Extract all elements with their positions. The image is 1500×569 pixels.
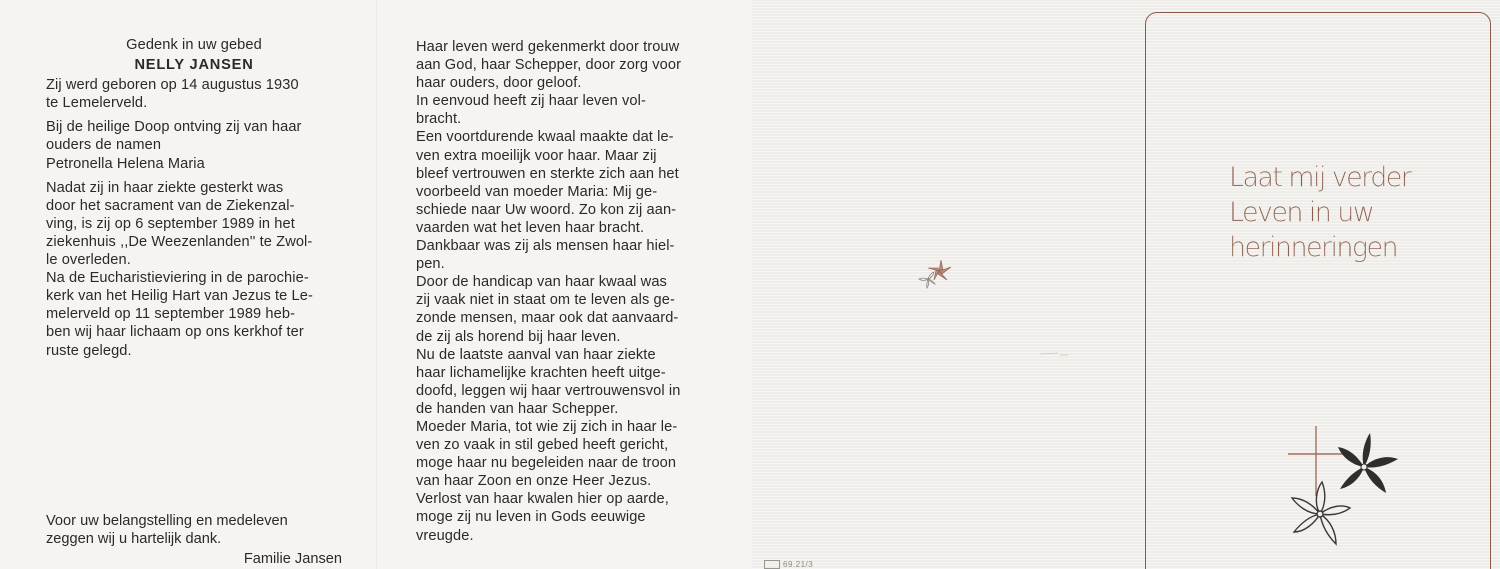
text-line: aan God, haar Schepper, door zorg voor — [416, 57, 682, 74]
text-line: de handen van haar Schepper. — [416, 400, 619, 417]
text-line: voorbeeld van moeder Maria: Mij ge- — [416, 183, 658, 200]
text-line: Nu de laatste aanval van haar ziekte — [416, 346, 656, 363]
flower-icon — [1338, 433, 1398, 493]
text-line: de zij als horend bij haar leven. — [416, 328, 621, 345]
left-column — [46, 36, 342, 360]
death-line: Nadat zij in haar ziekte gesterkt was — [46, 179, 284, 196]
burial-line: melerveld op 11 september 1989 heb- — [46, 306, 296, 323]
birth-line-2: te Lemelerveld. — [46, 95, 148, 112]
fold-line — [376, 0, 377, 569]
death-line: ving, is zij op 6 september 1989 in het — [46, 215, 295, 232]
text-line: ven zo vaak in stil gebed heeft gericht, — [416, 437, 669, 454]
thanks-line: zeggen wij u hartelijk dank. — [46, 531, 222, 548]
text-line: Dankbaar was zij als mensen haar hiel- — [416, 238, 675, 255]
motto-line: Leven in uw — [1229, 197, 1374, 228]
text-line: Door de handicap van haar kwaal was — [416, 274, 667, 291]
text-line: haar ouders, door geloof. — [416, 75, 582, 92]
text-line: doofd, leggen wij haar vertrouwensvol in — [416, 382, 681, 399]
cross-and-flower-icon — [1286, 422, 1404, 562]
text-line: zonde mensen, maar ook dat aanvaard- — [416, 310, 679, 327]
baptism-line-1: Bij de heilige Doop ontving zij van haar — [46, 119, 302, 136]
printer-mark — [764, 560, 780, 569]
flower-icon — [914, 256, 962, 294]
text-line: moge zij nu leven in Gods eeuwige — [416, 509, 646, 526]
burial-line: Na de Eucharistieviering in de parochie- — [46, 270, 309, 287]
printer-code — [764, 560, 813, 569]
text-line: schiede naar Uw woord. Zo kon zij aan- — [416, 201, 677, 218]
deceased-name: NELLY JANSEN — [134, 57, 254, 74]
prayer-header: Gedenk in uw gebed — [126, 37, 262, 53]
burial-line: ruste gelegd. — [46, 342, 132, 359]
text-line: Een voortdurende kwaal maakte dat le- — [416, 129, 674, 146]
family-signature: Familie Jansen — [243, 551, 342, 567]
text-line: pen. — [416, 256, 445, 273]
death-line: ziekenhuis ,,De Weezenlanden'' te Zwol- — [46, 233, 313, 250]
motto-line: Laat mij verder — [1229, 162, 1411, 193]
text-line: Haar leven werd gekenmerkt door trouw — [416, 39, 680, 55]
thanks-text — [46, 512, 342, 548]
baptism-names: Petronella Helena Maria — [46, 155, 205, 172]
death-line: le overleden. — [46, 252, 131, 269]
text-line: ven extra moeilijk voor haar. Maar zij — [416, 147, 657, 164]
burial-line: kerk van het Heilig Hart van Jezus te Le- — [46, 288, 313, 305]
death-line: door het sacrament van de Ziekenzal- — [46, 197, 295, 214]
motto-line: herinneringen — [1229, 232, 1398, 263]
text-line: In eenvoud heeft zij haar leven vol- — [416, 93, 646, 110]
thanks-line: Voor uw belangstelling en medeleven — [46, 513, 288, 529]
text-line: bracht. — [416, 111, 462, 128]
text-line: vreugde. — [416, 527, 474, 544]
printer-code-text: 69.21/3 — [783, 560, 814, 569]
birth-line-1: Zij werd geboren op 14 augustus 1930 — [46, 77, 299, 94]
text-line: Verlost van haar kwalen hier op aarde, — [416, 491, 669, 508]
paper-speck — [1040, 352, 1070, 356]
text-line: haar lichamelijke krachten heeft uitge- — [416, 364, 666, 381]
text-line: moge haar nu begeleiden naar de troon — [416, 455, 677, 472]
text-line: Moeder Maria, tot wie zij zich in haar le- — [416, 418, 678, 435]
flower-outline-icon — [1292, 482, 1350, 544]
cross-icon — [1288, 426, 1344, 496]
text-line: bleef vertrouwen en sterkte zich aan het — [416, 165, 679, 182]
burial-line: ben wij haar lichaam op ons kerkhof ter — [46, 324, 304, 341]
cover-motto — [1229, 160, 1449, 265]
text-line: van haar Zoon en onze Heer Jezus. — [416, 473, 652, 490]
text-line: vaarden wat het leven haar bracht. — [416, 219, 645, 236]
text-line: zij vaak niet in staat om te leven als ge- — [416, 292, 675, 309]
right-column — [416, 38, 713, 545]
baptism-line-2: ouders de namen — [46, 137, 162, 154]
